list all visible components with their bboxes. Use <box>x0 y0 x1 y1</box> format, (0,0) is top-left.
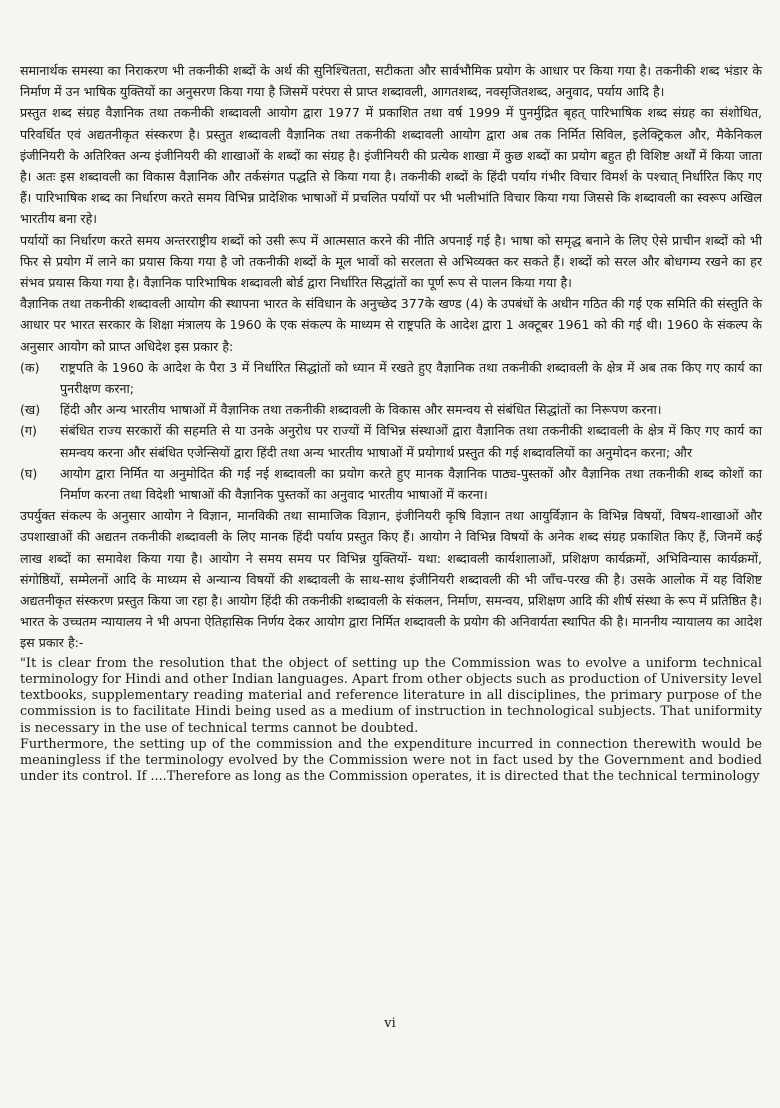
mandate-item-ga <box>20 420 762 462</box>
mandate-item-marker: (घ) <box>20 465 38 481</box>
mandate-item-kha <box>20 399 762 420</box>
paragraph-glossary-description: प्रस्तुत शब्द संग्रह वैज्ञानिक तथा तकनीकी शब्दावली आयोग द्वारा 1977 में प्रकाशित तथा वर्ष 1999 में पुनर्मुद्रित बृहत् पारिभाषिक शब्द संग्रह का संशोधित, परिवर्धित एवं अद्यतनीकृत संस्करण है। प्रस्तुत शब्दावली वैज्ञानिक तथा तकनीकी शब्दावली आयोग द्वारा अब तक निर्मित सिविल, इलेक्ट्रिकल और, मैकेनिकल इंजीनियरी के अतिरिक्त अन्य इंजीनियरी की शाखाओं के शब्दों का संग्रह है। इंजीनियरी की प्रत्येक शाखा में कुछ शब्दों का प्रयोग बहुत ही विशिष्ट अर्थों में किया जाता है। अतः इस शब्दावली का विकास वैज्ञानिक और तर्कसंगत पद्धति से किया गया है। तकनीकी शब्दों के हिंदी पर्याय गंभीर विचार विमर्श के पश्चात् निर्धारित किए गए हैं। पारिभाषिक शब्द का निर्धारण करते समय विभिन्न प्रादेशिक भाषाओं में प्रचलित पर्यायों पर भी भलीभांति विचार किया गया जिससे कि शब्दावली का स्वरूप अखिल भारतीय बना रहे। <box>20 105 762 227</box>
mandate-item-marker: (ग) <box>20 423 37 439</box>
mandate-item-ka <box>20 357 762 399</box>
mandate-item-marker: (क) <box>20 359 40 375</box>
paragraph-synonym-selection: पर्यायों का निर्धारण करते समय अन्तरराष्ट्रीय शब्दों को उसी रूप में आत्मसात करने की नीति अपनाई गई है। भाषा को समृद्ध बनाने के लिए ऐसे प्राचीन शब्दों को भी फिर से प्रयोग में लाने का प्रयास किया गया है जो तकनीकी शब्दों के मूल भावों को सरलता से अभिव्यक्त कर सकते हैं। शब्दों को सरल और बोधगम्य रखने का हर संभव प्रयास किया गया है। वैज्ञानिक पारिभाषिक शब्दावली बोर्ड द्वारा निर्धारित सिद्धांतों का पूर्ण रूप से पालन किया गया है। <box>20 232 762 291</box>
page-body <box>20 60 762 785</box>
paragraph-commission-establishment: वैज्ञानिक तथा तकनीकी शब्दावली आयोग की स्थापना भारत के संविधान के अनुच्छेद 377के खण्ड (4) के उपबंधों के अधीन गठित की गई एक समिति की संस्तुति के आधार पर भारत सरकार के शिक्षा मंत्रालय के 1960 के एक संकल्प के माध्यम से राष्ट्रपति के आदेश द्वारा 1 अक्टूबर 1961 को की गई थी। 1960 के संकल्प के अनुसार आयोग को प्राप्त अधिदेश इस प्रकार है: <box>20 296 762 354</box>
paragraph-synonym-resolution: समानार्थक समस्या का निराकरण भी तकनीकी शब्दों के अर्थ की सुनिश्चितता, सटीकता और सार्वभौमिक प्रयोग के आधार पर किया गया है। तकनीकी शब्द भंडार के निर्माण में उन भाषिक युक्तियों का अनुसरण किया गया है जिसमें परंपरा से प्राप्त शब्दावली, आगतशब्द, नवसृजितशब्द, अनुवाद, पर्याय आदि है। <box>20 63 762 100</box>
mandate-item-marker: (ख) <box>20 402 41 418</box>
mandate-item-text: हिंदी और अन्य भारतीय भाषाओं में वैज्ञानिक तथा तकनीकी शब्दावली के विकास और समन्वय से संबंधित सिद्धांतों का निरूपण करना। <box>60 402 662 418</box>
mandate-item-text: आयोग द्वारा निर्मित या अनुमोदित की गई नई शब्दावली का प्रयोग करते हुए मानक वैज्ञानिक पाठ्य-पुस्तकों और वैज्ञानिक तथा तकनीकी शब्द कोशों का निर्माण करना तथा विदेशी भाषाओं की वैज्ञानिक पुस्तकों का अनुवाद भारतीय भाषाओं में करना। <box>60 465 762 503</box>
mandate-item-gha <box>20 463 762 505</box>
mandate-item-text: संबंधित राज्य सरकारों की सहमति से या उनके अनुरोध पर राज्यों में विभिन्न संस्थाओं द्वारा वैज्ञानिक तथा तकनीकी शब्दावली के क्षेत्र में किए गए कार्य का समन्वय करना और संबंधित एजेन्सियों द्वारा हिंदी तथा अन्य भारतीय भाषाओं में प्रयोगार्थ प्रस्तुत की गई शब्दावलियों का अनुमोदन करना; और <box>60 423 762 460</box>
page-number: vi <box>384 1016 396 1031</box>
paragraph-commission-work: उपर्युक्त संकल्प के अनुसार आयोग ने विज्ञान, मानविकी तथा सामाजिक विज्ञान, इंजीनियरी कृषि विज्ञान तथा आयुर्विज्ञान के विभिन्न विषयों, विषय-शाखाओं और उपशाखाओं की अद्यतन तकनीकी शब्दावली के लिए मानक हिंदी पर्याय प्रस्तुत किए हैं। आयोग ने विभिन्न विषयों के अनेक शब्द संग्रह प्रकाशित किए हैं, जिनमें कई लाख शब्दों का समावेश किया गया है। आयोग ने समय समय पर विभिन्न युक्तियों- यथा: शब्दावली कार्यशालाओं, प्रशिक्षण कार्यक्रमों, अभिविन्यास कार्यक्रमों, संगोष्ठियों, सम्मेलनों आदि के माध्यम से अन्यान्य विषयों की शब्दावली के साथ-साथ इंजीनियरी शब्दावली की भी जाँच-परख की है। उसके आलोक में यह विशिष्ट अद्यतनीकृत संस्करण प्रस्तुत किया जा रहा है। आयोग हिंदी की तकनीकी शब्दावली के संकलन, निर्माण, समन्वय, प्रशिक्षण आदि की शीर्ष संस्था के रूप में प्रतिष्ठित है। भारत के उच्चतम न्यायालय ने भी अपना ऐतिहासिक निर्णय देकर आयोग द्वारा निर्मित शब्दावली के प्रयोग की अनिवार्यता स्थापित की है। माननीय न्यायालय का आदेश इस प्रकार है:- <box>20 508 763 651</box>
quote-paragraph-uniformity: "It is clear from the resolution that the object of setting up the Commission was to evolve a uniform technical terminology for Hindi and other Indian languages. Apart from other objects such as production of University level textbooks, supplementary reading material and reference literature in all disciplines, the primary purpose of the commission is to facilitate Hindi being used as a medium of instruction in technological subjects. That uniformity is necessary in the use of technical terms cannot be doubted. <box>20 655 762 736</box>
quote-paragraph-directive: Furthermore, the setting up of the commission and the expenditure incurred in connection therewith would be meaningless if the terminology evolved by the Commission were not in fact used by the Government and bodied under its control. If ....Therefore as long as the Commission operates, it is directed that the technical terminology <box>20 736 762 785</box>
mandate-item-text: राष्ट्रपति के 1960 के आदेश के पैरा 3 में निर्धारित सिद्धांतों को ध्यान में रखते हुए वैज्ञानिक तथा तकनीकी शब्दावली के क्षेत्र में अब तक किए गए कार्य का पुनरीक्षण करना; <box>60 359 762 397</box>
court-order-quote <box>20 656 762 786</box>
